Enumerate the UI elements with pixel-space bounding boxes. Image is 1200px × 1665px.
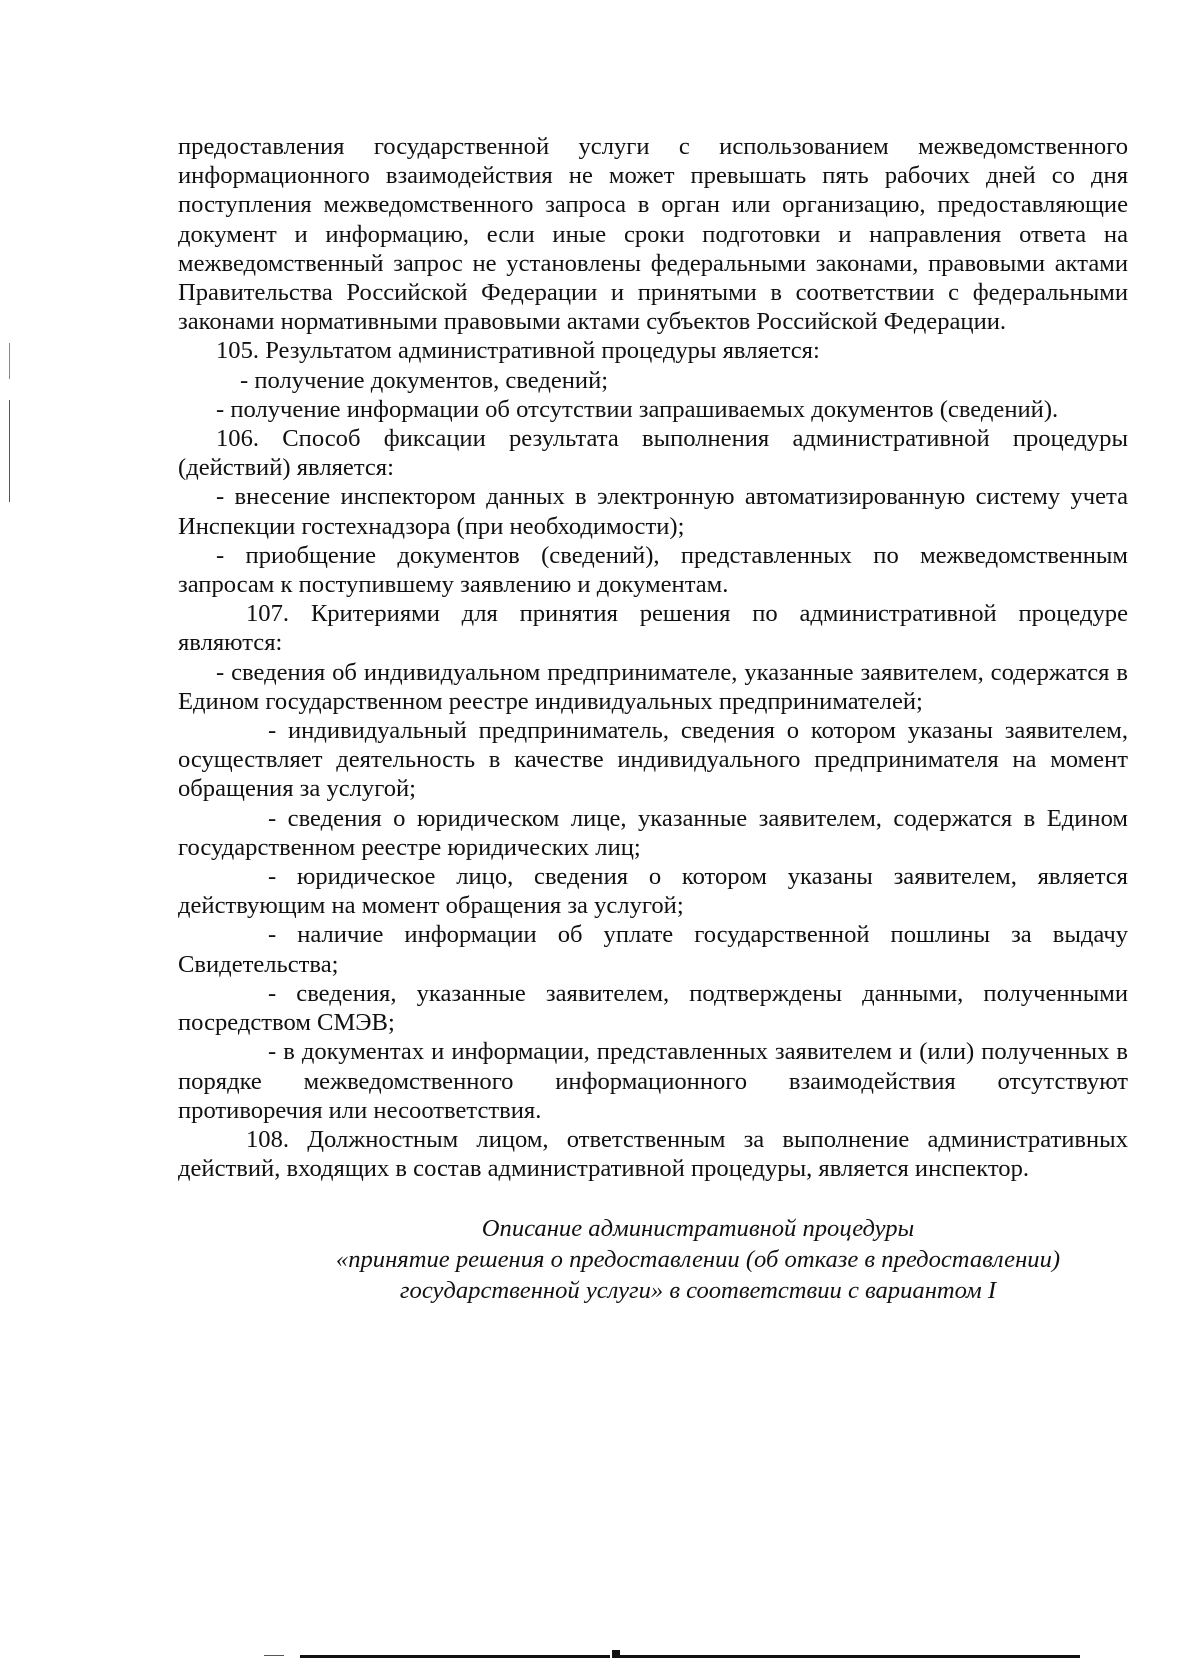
paragraph-107: 107. Критериями для принятия решения по административной процедуре являются: (178, 600, 1128, 657)
scan-edge-line (620, 1655, 1080, 1658)
list-item: - получение документов, сведений; (240, 366, 609, 394)
list-item: - сведения о юридическом лице, указанные заявителем, содержатся в Едином государственном реестре юридических лиц; (178, 804, 1128, 861)
scan-edge-line (300, 1655, 610, 1658)
list-item: - сведения об индивидуальном предпринимателе, указанные заявителем, содержатся в Едином государственном реестре индивидуальных предпринимателей; (178, 658, 1128, 715)
list-item: - индивидуальный предприниматель, сведения о котором указаны заявителем, осуществляет деятельность в качестве индивидуального предпринимателя на момент обращения за услугой; (178, 717, 1128, 803)
list-item: - получение информации об отсутствии запрашиваемых документов (сведений). (216, 395, 1059, 423)
paragraph-105: 105. Результатом административной процедуры является: (216, 337, 820, 365)
scan-artifact-mark (9, 343, 10, 379)
list-item: - приобщение документов (сведений), представленных по межведомственным запросам к поступившему заявлению и документам. (178, 541, 1128, 599)
scan-edge-mark (612, 1650, 620, 1658)
section-heading-line: Описание административной процедуры (481, 1215, 915, 1243)
scan-artifact-mark (9, 400, 10, 502)
section-heading (178, 1213, 1128, 1306)
list-item: - наличие информации об уплате государственной пошлины за выдачу Свидетельства; (178, 921, 1128, 978)
paragraph-continuation: предоставления государственной услуги с использованием межведомственного информационного взаимодействия не может превышать пять рабочих дней со дня поступления межведомственного запроса в орган или организацию, предоставляющие документ и информацию, если иные сроки подготовки и направления ответа на межведомственный запрос не установлены федеральными законами, правовыми актами Правительства Российской Федерации и принятыми в соответствии с федеральными законами нормативными правовыми актами субъектов Российской Федерации. (178, 133, 1128, 336)
document-body (178, 132, 1128, 1306)
list-item: - в документах и информации, представленных заявителем и (или) полученных в порядке межведомственного информационного взаимодействия отсутствуют противоречия или несоответствия. (178, 1038, 1128, 1124)
paragraph-108: 108. Должностным лицом, ответственным за выполнение административных действий, входящих в состав административной процедуры, является инспектор. (178, 1125, 1128, 1183)
paragraph-106: 106. Способ фиксации результата выполнения административной процедуры (действий) является: (178, 425, 1128, 482)
scan-edge-line (264, 1655, 284, 1656)
list-item: - юридическое лицо, сведения о котором указаны заявителем, является действующим на момент обращения за услугой; (178, 863, 1128, 920)
list-item: - сведения, указанные заявителем, подтверждены данными, полученными посредством СМЭВ; (178, 979, 1128, 1037)
list-item: - внесение инспектором данных в электронную автоматизированную систему учета Инспекции гостехнадзора (при необходимости); (178, 483, 1128, 540)
section-heading-line: государственной услуги» в соответствии с вариантом I (399, 1277, 997, 1305)
section-heading-line: «принятие решения о предоставлении (об отказе в предоставлении) (335, 1246, 1061, 1274)
